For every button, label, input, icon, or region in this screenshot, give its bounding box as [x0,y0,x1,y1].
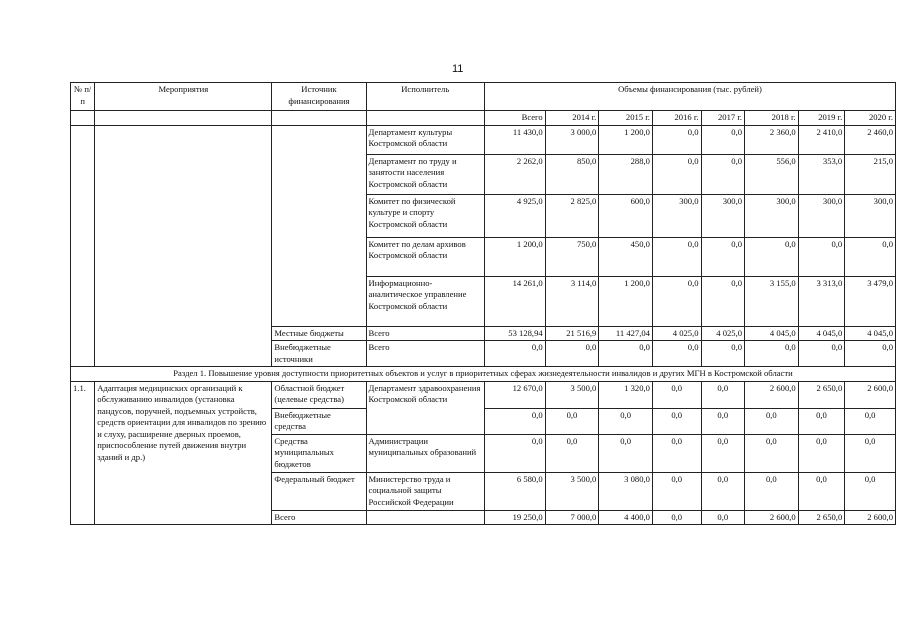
value-cell: 0,0 [701,510,745,525]
header-source: Источник финансирования [272,83,366,111]
header-executor: Исполнитель [366,83,484,111]
header-no: № п/п [71,83,95,111]
source-cell: Средства муниципальных бюджетов [272,434,366,472]
value-cell: 0,0 [599,341,653,367]
year-header: 2018 г. [745,111,799,126]
executor-cell [366,510,484,525]
header-activity: Мероприятия [95,83,272,111]
value-cell: 0,0 [652,434,701,472]
source-cell: Внебюджетные источники [272,341,366,367]
value-cell: 1 200,0 [484,237,545,276]
year-header: 2016 г. [652,111,701,126]
value-cell: 1 320,0 [599,381,653,408]
year-header: 2017 г. [701,111,745,126]
value-cell: 3 000,0 [545,125,599,154]
value-cell: 21 516,9 [545,326,599,341]
value-cell: 11 430,0 [484,125,545,154]
value-cell: 0,0 [652,154,701,194]
value-cell: 0,0 [484,341,545,367]
value-cell: 3 155,0 [745,276,799,326]
value-cell: 0,0 [798,472,845,510]
year-header: 2020 г. [845,111,896,126]
value-cell: 0,0 [745,434,799,472]
executor-cell: Департамент культуры Костромской области [366,125,484,154]
value-cell: 1 200,0 [599,125,653,154]
value-cell: 0,0 [745,408,799,434]
value-cell: 0,0 [798,408,845,434]
value-cell: 0,0 [652,276,701,326]
value-cell: 2 600,0 [745,510,799,525]
item-activity: Адаптация медицинских организаций к обслуживанию инвалидов (установка пандусов, поручней, подъемных устройств, средств ориентации для инвалидов по зрению и слуху, расширение дверных проемов, приспособление путей движения внутри зданий и др.) [95,381,272,525]
value-cell: 0,0 [599,434,653,472]
value-cell: 0,0 [745,472,799,510]
value-cell: 0,0 [652,472,701,510]
executor-cell: Комитет по делам архивов Костромской области [366,237,484,276]
value-cell: 0,0 [845,237,896,276]
value-cell: 4 045,0 [845,326,896,341]
value-cell: 0,0 [701,237,745,276]
value-cell: 0,0 [845,341,896,367]
value-cell: 300,0 [845,194,896,237]
value-cell: 0,0 [745,341,799,367]
value-cell: 353,0 [798,154,845,194]
source-cell: Местные бюджеты [272,326,366,341]
year-header: 2015 г. [599,111,653,126]
executor-cell: Информационно-аналитическое управление Костромской области [366,276,484,326]
value-cell: 3 313,0 [798,276,845,326]
value-cell: 3 080,0 [599,472,653,510]
value-cell: 0,0 [701,408,745,434]
value-cell: 4 925,0 [484,194,545,237]
source-cell: Федеральный бюджет [272,472,366,510]
source-cell: Внебюджетные средства [272,408,366,434]
value-cell: 11 427,04 [599,326,653,341]
value-cell: 300,0 [745,194,799,237]
value-cell: 2 650,0 [798,510,845,525]
year-header: Всего [484,111,545,126]
executor-cell: Комитет по физической культуре и спорту Костромской области [366,194,484,237]
section-title: Раздел 1. Повышение уровня доступности приоритетных объектов и услуг в приоритетных сферах жизнедеятельности инвалидов и других МГН в Костромской области [71,367,896,382]
value-cell: 0,0 [798,237,845,276]
executor-cell: Всего [366,341,484,367]
value-cell: 2 600,0 [745,381,799,408]
value-cell: 4 045,0 [745,326,799,341]
value-cell: 2 460,0 [845,125,896,154]
value-cell: 600,0 [599,194,653,237]
executor-cell: Департамент здравоохранения Костромской области [366,381,484,434]
value-cell: 19 250,0 [484,510,545,525]
value-cell: 0,0 [701,341,745,367]
section-row [71,367,896,382]
value-cell: 0,0 [545,434,599,472]
value-cell: 750,0 [545,237,599,276]
item-number: 1.1. [71,381,95,525]
value-cell: 2 262,0 [484,154,545,194]
table-row [71,125,896,154]
value-cell: 0,0 [701,472,745,510]
value-cell: 2 650,0 [798,381,845,408]
value-cell: 4 400,0 [599,510,653,525]
value-cell: 0,0 [845,408,896,434]
value-cell: 0,0 [652,237,701,276]
value-cell: 0,0 [652,381,701,408]
value-cell: 0,0 [845,434,896,472]
value-cell: 0,0 [701,276,745,326]
value-cell: 0,0 [652,510,701,525]
value-cell: 1 200,0 [599,276,653,326]
value-cell: 0,0 [701,381,745,408]
value-cell: 0,0 [745,237,799,276]
executor-cell: Всего [366,326,484,341]
source-cell: Всего [272,510,366,525]
value-cell: 2 360,0 [745,125,799,154]
executor-cell: Министерство труда и социальной защиты Российской Федерации [366,472,484,510]
value-cell: 2 410,0 [798,125,845,154]
value-cell: 4 045,0 [798,326,845,341]
value-cell: 0,0 [545,341,599,367]
value-cell: 300,0 [701,194,745,237]
years-header-row [71,111,896,126]
value-cell: 0,0 [652,408,701,434]
header-volumes: Объемы финансирования (тыс. рублей) [484,83,895,111]
value-cell: 556,0 [745,154,799,194]
value-cell: 0,0 [701,434,745,472]
value-cell: 3 500,0 [545,381,599,408]
value-cell: 14 261,0 [484,276,545,326]
value-cell: 0,0 [484,408,545,434]
value-cell: 6 580,0 [484,472,545,510]
executor-cell: Департамент по труду и занятости населения Костромской области [366,154,484,194]
value-cell: 300,0 [798,194,845,237]
value-cell: 2 600,0 [845,381,896,408]
value-cell: 288,0 [599,154,653,194]
value-cell: 0,0 [652,125,701,154]
value-cell: 53 128,94 [484,326,545,341]
value-cell: 450,0 [599,237,653,276]
value-cell: 0,0 [798,341,845,367]
value-cell: 215,0 [845,154,896,194]
value-cell: 300,0 [652,194,701,237]
page-number: 11 [452,63,464,75]
table-header-row [71,83,896,111]
value-cell: 3 114,0 [545,276,599,326]
executor-cell: Администрации муниципальных образований [366,434,484,472]
value-cell: 850,0 [545,154,599,194]
year-header: 2014 г. [545,111,599,126]
value-cell: 0,0 [701,154,745,194]
value-cell: 7 000,0 [545,510,599,525]
value-cell: 0,0 [545,408,599,434]
value-cell: 4 025,0 [701,326,745,341]
table-row [71,381,896,408]
value-cell: 12 670,0 [484,381,545,408]
value-cell: 0,0 [484,434,545,472]
value-cell: 3 500,0 [545,472,599,510]
value-cell: 0,0 [845,472,896,510]
value-cell: 0,0 [701,125,745,154]
value-cell: 0,0 [599,408,653,434]
source-cell: Областной бюджет (целевые средства) [272,381,366,408]
year-header: 2019 г. [798,111,845,126]
value-cell: 0,0 [798,434,845,472]
value-cell: 0,0 [652,341,701,367]
value-cell: 3 479,0 [845,276,896,326]
value-cell: 2 600,0 [845,510,896,525]
value-cell: 4 025,0 [652,326,701,341]
financing-table [70,82,896,525]
value-cell: 2 825,0 [545,194,599,237]
